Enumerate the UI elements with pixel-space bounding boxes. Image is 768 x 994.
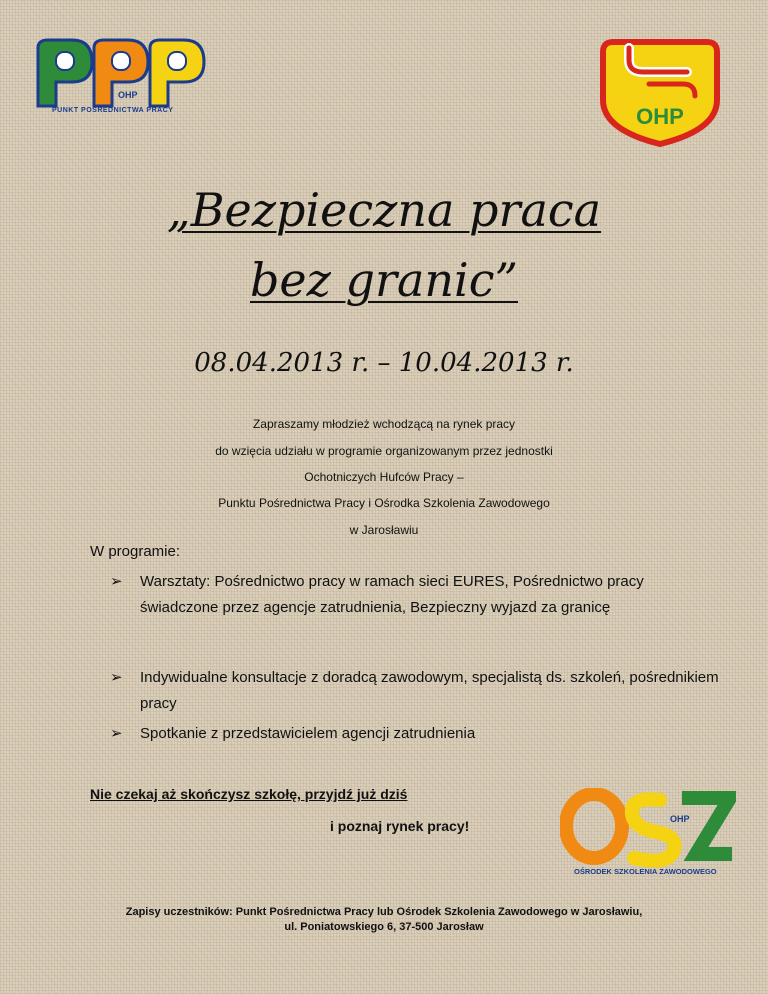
title-line-2-text: bez granic” bbox=[249, 253, 518, 307]
program-item-text: Spotkanie z przedstawicielem agencji zatrudnienia bbox=[140, 725, 476, 742]
title-line-1-text: „Bezpieczna praca bbox=[166, 183, 602, 237]
arrow-bullet-icon: ➢ bbox=[110, 725, 123, 742]
osz-logo-ohp-text: OHP bbox=[670, 814, 690, 824]
program-item bbox=[110, 569, 720, 621]
title-line-2 bbox=[0, 253, 768, 307]
osz-logo-caption: OŚRODEK SZKOLENIA ZAWODOWEGO bbox=[574, 867, 717, 876]
program-item bbox=[110, 665, 720, 717]
cta-line-2: i poznaj rynek pracy! bbox=[330, 818, 470, 834]
title-line-1 bbox=[0, 183, 768, 237]
intro-line: do wzięcia udziału w programie organizowanym przez jednostki bbox=[215, 444, 553, 458]
cta-line-1: Nie czekaj aż skończysz szkołę, przyjdź już dziś bbox=[90, 786, 408, 802]
intro-line: Ochotniczych Hufców Pracy – bbox=[304, 470, 464, 484]
osz-logo bbox=[560, 788, 736, 878]
program-item-text: Indywidualne konsultacje z doradcą zawodowym, specjalistą ds. szkoleń, pośrednikiem pracy bbox=[140, 669, 719, 712]
event-dates: 08.04.2013 r. – 10.04.2013 r. bbox=[194, 348, 574, 378]
intro-line: w Jarosławiu bbox=[349, 523, 419, 537]
arrow-bullet-icon: ➢ bbox=[110, 573, 123, 590]
program-item-text: Warsztaty: Pośrednictwo pracy w ramach sieci EURES, Pośrednictwo pracy świadczone przez agencje zatrudnienia, Bezpieczny wyjazd za granicę bbox=[140, 573, 644, 616]
intro-line: Punktu Pośrednictwa Pracy i Ośrodka Szkolenia Zawodowego bbox=[218, 496, 550, 510]
footer-line: Zapisy uczestników: Punkt Pośrednictwa Pracy lub Ośrodek Szkolenia Zawodowego w Jarosławiu, bbox=[125, 906, 643, 918]
ppp-logo-ohp-text: OHP bbox=[118, 90, 138, 100]
ohp-logo-text: OHP bbox=[636, 104, 684, 129]
footer-line: ul. Poniatowskiego 6, 37-500 Jarosław bbox=[284, 921, 484, 933]
program-heading: W programie: bbox=[90, 543, 181, 560]
arrow-bullet-icon: ➢ bbox=[110, 669, 123, 686]
ohp-logo bbox=[591, 30, 729, 148]
intro-line: Zapraszamy młodzież wchodzącą na rynek pracy bbox=[252, 417, 516, 431]
ppp-caption: PUNKT POŚREDNICTWA PRACY bbox=[52, 107, 174, 114]
program-item bbox=[110, 721, 720, 747]
